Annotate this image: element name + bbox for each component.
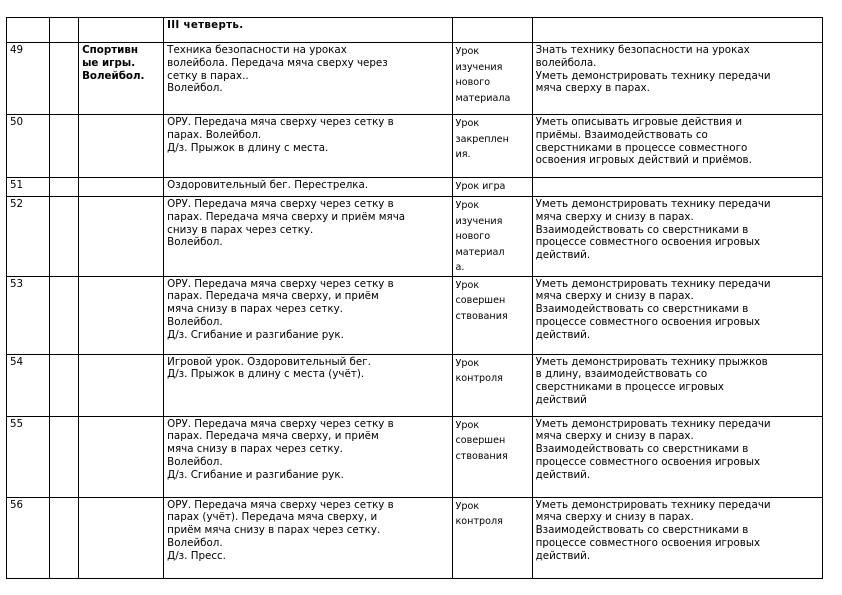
lesson-type-line: совершен — [455, 435, 506, 446]
empty-cell — [7, 18, 50, 43]
requirements-cell — [532, 354, 822, 416]
section-line: ые игры. — [82, 56, 136, 69]
topic-line: ОРУ. Передача мяча сверху через сетку в — [167, 277, 394, 290]
topic-line: приём мяча снизу в парах через сетку. — [167, 524, 381, 537]
topic-line: снизу в парах через сетку. — [167, 223, 314, 236]
lesson-type-line: Урок — [455, 46, 480, 57]
requirements-line: мяча сверху и снизу в парах. — [535, 511, 694, 524]
requirements-line: процессе совместного освоения игровых — [535, 236, 761, 249]
empty-cell — [50, 18, 79, 43]
topic-line: Волейбол. — [167, 536, 223, 549]
lesson-type-line: Урок — [455, 279, 480, 291]
requirements-line: Взаимодействовать со сверстниками в — [535, 303, 749, 316]
empty-cell — [79, 18, 164, 43]
requirements-line: процессе совместного освоения игровых — [535, 536, 761, 549]
lesson-type-cell — [452, 43, 532, 115]
lesson-number: 50 — [7, 115, 50, 178]
topic-line: ОРУ. Передача мяча сверху через сетку в — [167, 417, 394, 430]
requirements-line: освоения игровых действий и приёмов. — [535, 154, 752, 167]
empty-cell — [452, 18, 532, 43]
topic-line: Д/з. Пресс. — [167, 549, 226, 562]
topic-line: ОРУ. Передача мяча сверху через сетку в — [167, 116, 394, 128]
topic-line: парах. Передача мяча сверху, и приём — [167, 430, 379, 443]
lesson-type-line: изучения — [455, 61, 503, 73]
empty-cell — [50, 416, 79, 497]
section-cell — [79, 178, 164, 197]
lesson-type-line: ствования — [455, 450, 508, 462]
topic-line: Волейбол. — [167, 455, 223, 468]
lesson-row — [7, 497, 823, 578]
empty-cell — [50, 276, 79, 354]
requirements-line: Уметь описывать игровые действия и — [535, 116, 743, 128]
topic-line: Д/з. Прыжок в длину с места (учёт). — [167, 368, 365, 381]
requirements-line: сверстниками в процессе игровых — [535, 381, 724, 394]
section-cell — [79, 497, 164, 578]
empty-cell — [50, 115, 79, 178]
lesson-number: 53 — [7, 276, 50, 354]
topic-line: ОРУ. Передача мяча сверху через сетку в — [167, 498, 394, 511]
lesson-type-line: материал — [455, 246, 505, 258]
empty-cell — [50, 197, 79, 277]
topic-line: ОРУ. Передача мяча сверху через сетку в — [167, 198, 394, 210]
requirements-cell — [532, 43, 822, 115]
lesson-type-cell — [452, 416, 532, 497]
section-cell — [79, 416, 164, 497]
section-cell — [79, 197, 164, 277]
quarter-label: III четверть. — [164, 18, 452, 43]
requirements-line: Взаимодействовать со сверстниками в — [535, 443, 749, 456]
empty-cell — [50, 178, 79, 197]
requirements-line: приёмы. Взаимодействовать со — [535, 128, 708, 141]
topic-cell — [164, 43, 452, 115]
requirements-line: Уметь демонстрировать технику передачи — [535, 277, 771, 290]
requirements-line: действий. — [535, 549, 591, 562]
requirements-line: Уметь демонстрировать технику передачи — [535, 198, 771, 210]
lesson-type-line: контроля — [455, 373, 503, 384]
requirements-line: процессе совместного освоения игровых — [535, 315, 761, 328]
section-line: Волейбол. — [82, 69, 145, 82]
requirements-line: Взаимодействовать со сверстниками в — [535, 524, 749, 537]
topic-line: Д/з. Прыжок в длину с места. — [167, 141, 329, 154]
lesson-type-line: материала — [455, 92, 511, 104]
lesson-type-cell — [452, 354, 532, 416]
topic-line: Д/з. Сгибание и разгибание рук. — [167, 468, 344, 481]
section-cell — [79, 43, 164, 115]
lesson-type-line: Урок — [455, 200, 480, 211]
lesson-type-line: Урок — [455, 419, 480, 431]
requirements-line: Уметь демонстрировать технику передачи — [535, 417, 771, 430]
lesson-type-line: закреплен — [455, 133, 509, 145]
topic-line: мяча снизу в парах через сетку. — [167, 303, 343, 316]
requirements-cell — [532, 276, 822, 354]
lesson-row — [7, 416, 823, 497]
lesson-number: 51 — [7, 178, 50, 197]
lesson-row — [7, 354, 823, 416]
lesson-type-line: нового — [455, 77, 491, 88]
requirements-cell — [532, 197, 822, 277]
topic-line: парах (учёт). Передача мяча сверху, и — [167, 511, 378, 524]
requirements-cell — [532, 178, 822, 197]
lesson-type-line: изучения — [455, 215, 503, 227]
topic-line: Игровой урок. Оздоровительный бег. — [167, 355, 371, 368]
lesson-type-line: Урок — [455, 118, 480, 129]
lesson-type-line: нового — [455, 231, 491, 242]
requirements-line: Уметь демонстрировать технику передачи — [535, 498, 771, 511]
requirements-line: действий — [535, 393, 587, 406]
requirements-line: волейбола. — [535, 56, 597, 69]
topic-cell — [164, 178, 452, 197]
section-cell — [79, 354, 164, 416]
quarter-header-row — [7, 18, 823, 43]
requirements-line: Уметь демонстрировать технику передачи — [535, 69, 771, 82]
lesson-number: 56 — [7, 497, 50, 578]
topic-line: Волейбол. — [167, 82, 223, 95]
lesson-number: 52 — [7, 197, 50, 277]
lesson-plan-body — [7, 18, 823, 579]
requirements-line: мяча сверху и снизу в парах. — [535, 430, 694, 443]
lesson-type-cell — [452, 115, 532, 178]
empty-cell — [50, 43, 79, 115]
requirements-line: процессе совместного освоения игровых — [535, 455, 761, 468]
requirements-line: мяча сверху и снизу в парах. — [535, 290, 694, 303]
empty-cell — [532, 18, 822, 43]
lesson-type-line: Урок — [455, 500, 480, 512]
lesson-row — [7, 43, 823, 115]
lesson-number: 49 — [7, 43, 50, 115]
topic-line: Волейбол. — [167, 315, 223, 328]
topic-line: волейбола. Передача мяча сверху через — [167, 56, 388, 69]
lesson-type-line: контроля — [455, 516, 503, 527]
requirements-line: Взаимодействовать со сверстниками в — [535, 223, 749, 236]
lesson-number: 55 — [7, 416, 50, 497]
topic-cell — [164, 115, 452, 178]
topic-line: парах. Передача мяча сверху и приём мяча — [167, 210, 406, 223]
topic-cell — [164, 276, 452, 354]
topic-line: Техника безопасности на уроках — [167, 44, 347, 56]
requirements-line: действий. — [535, 328, 591, 341]
topic-line: сетку в парах.. — [167, 69, 249, 82]
requirements-line: мяча сверху в парах. — [535, 82, 650, 95]
lesson-type-cell — [452, 276, 532, 354]
lesson-row — [7, 115, 823, 178]
topic-line: Волейбол. — [167, 236, 223, 249]
requirements-line: Знать технику безопасности на уроках — [535, 44, 750, 56]
lesson-plan-table — [6, 17, 823, 579]
empty-cell — [50, 497, 79, 578]
section-line: Спортивн — [82, 44, 139, 56]
section-cell — [79, 276, 164, 354]
topic-line: парах. Передача мяча сверху, и приём — [167, 290, 379, 303]
topic-cell — [164, 416, 452, 497]
topic-cell — [164, 354, 452, 416]
lesson-row — [7, 178, 823, 197]
section-cell — [79, 115, 164, 178]
topic-line: мяча снизу в парах через сетку. — [167, 443, 343, 456]
lesson-type-line: Урок — [455, 357, 480, 369]
lesson-row — [7, 276, 823, 354]
topic-cell — [164, 197, 452, 277]
lesson-type-line: ствования — [455, 310, 508, 322]
topic-cell — [164, 497, 452, 578]
requirements-line: действий. — [535, 468, 591, 481]
requirements-cell — [532, 416, 822, 497]
lesson-type-line: ия. — [455, 149, 471, 160]
lesson-type-line: а. — [455, 262, 465, 273]
empty-cell — [50, 354, 79, 416]
requirements-cell — [532, 497, 822, 578]
lesson-type-cell — [452, 178, 532, 197]
lesson-type-cell — [452, 197, 532, 277]
requirements-cell — [532, 115, 822, 178]
requirements-line: Уметь демонстрировать технику прыжков — [535, 355, 768, 368]
lesson-row — [7, 197, 823, 277]
lesson-type-cell — [452, 497, 532, 578]
requirements-line: в длину, взаимодействовать со — [535, 368, 708, 381]
lesson-type-line: Урок игра — [455, 181, 506, 192]
requirements-line: действий. — [535, 249, 591, 262]
lesson-number: 54 — [7, 354, 50, 416]
requirements-line: сверстниками в процессе совместного — [535, 141, 748, 154]
requirements-line: мяча сверху и снизу в парах. — [535, 210, 694, 223]
lesson-type-line: совершен — [455, 295, 506, 306]
topic-line: парах. Волейбол. — [167, 128, 262, 141]
topic-line: Оздоровительный бег. Перестрелка. — [167, 179, 369, 191]
topic-line: Д/з. Сгибание и разгибание рук. — [167, 328, 344, 341]
